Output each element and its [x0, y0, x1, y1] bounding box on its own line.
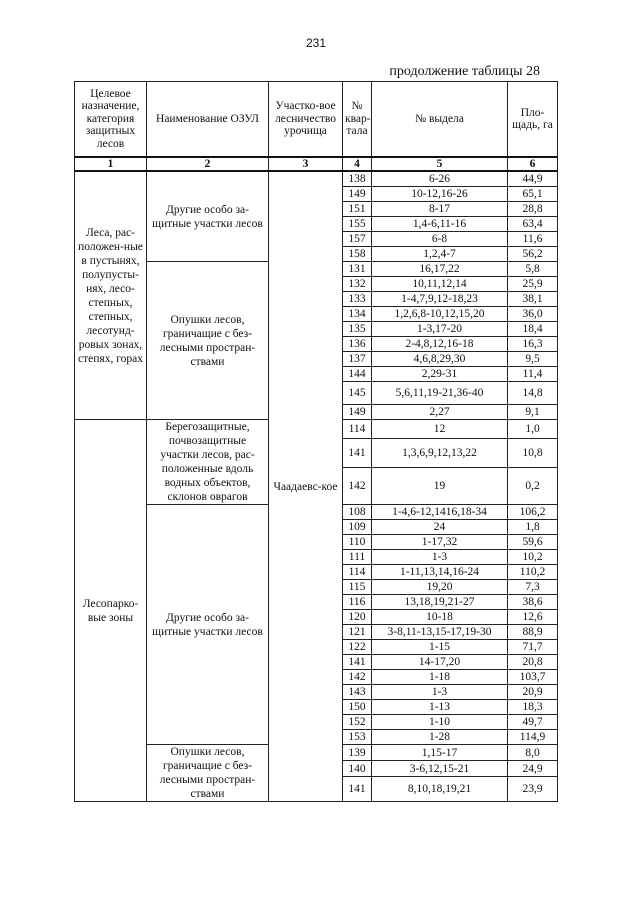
category-forest-zones: Леса, рас-положен-ные в пустынях, полупусты-нях, лесо-степных, степных, лесотунд-ровых зонах, степях, горах — [75, 171, 147, 420]
allotment-number-cell: 4,6,8,29,30 — [372, 352, 508, 367]
area-cell: 36,0 — [508, 307, 558, 322]
ozul-other-1: Другие особо за-щитные участки лесов — [147, 171, 269, 262]
allotment-number-cell: 24 — [372, 520, 508, 535]
allotment-number-cell: 2,29-31 — [372, 367, 508, 382]
column-number: 5 — [372, 157, 508, 171]
area-cell: 0,2 — [508, 467, 558, 505]
ozul-riverbank: Берегозащитные, почвозащитные участки лесов, рас-положенные вдоль водных объектов, склонов оврагов — [147, 420, 269, 505]
category-park-zones: Лесопарко-вые зоны — [75, 420, 147, 802]
header-area: Пло-щадь, га — [508, 82, 558, 158]
area-cell: 63,4 — [508, 217, 558, 232]
quarter-number-cell: 140 — [343, 761, 372, 777]
quarter-number-cell: 111 — [343, 550, 372, 565]
allotment-number-cell: 1-3,17-20 — [372, 322, 508, 337]
area-cell: 18,3 — [508, 700, 558, 715]
quarter-number-cell: 114 — [343, 565, 372, 580]
area-cell: 38,1 — [508, 292, 558, 307]
quarter-number-cell: 144 — [343, 367, 372, 382]
allotment-number-cell: 1-4,7,9,12-18,23 — [372, 292, 508, 307]
allotment-number-cell: 2,27 — [372, 405, 508, 420]
allotment-number-cell: 2-4,8,12,16-18 — [372, 337, 508, 352]
allotment-number-cell: 1-3 — [372, 550, 508, 565]
area-cell: 28,8 — [508, 202, 558, 217]
table-row — [75, 171, 558, 187]
allotment-number-cell: 6-26 — [372, 171, 508, 187]
quarter-number-cell: 143 — [343, 685, 372, 700]
allotment-number-cell: 1-4,6-12,1416,18-34 — [372, 505, 508, 520]
quarter-number-cell: 108 — [343, 505, 372, 520]
area-cell: 1,0 — [508, 420, 558, 439]
quarter-number-cell: 122 — [343, 640, 372, 655]
allotment-number-cell: 10-12,16-26 — [372, 187, 508, 202]
quarter-number-cell: 116 — [343, 595, 372, 610]
area-cell: 110,2 — [508, 565, 558, 580]
quarter-number-cell: 139 — [343, 745, 372, 761]
allotment-number-cell: 1-3 — [372, 685, 508, 700]
area-cell: 11,4 — [508, 367, 558, 382]
quarter-number-cell: 131 — [343, 262, 372, 277]
ozul-other-2: Другие особо за-щитные участки лесов — [147, 505, 269, 745]
quarter-number-cell: 109 — [343, 520, 372, 535]
allotment-number-cell: 6-8 — [372, 232, 508, 247]
area-cell: 44,9 — [508, 171, 558, 187]
quarter-number-cell: 150 — [343, 700, 372, 715]
area-cell: 20,9 — [508, 685, 558, 700]
district-name: Чаадаевс-кое — [269, 171, 343, 802]
quarter-number-cell: 134 — [343, 307, 372, 322]
area-cell: 20,8 — [508, 655, 558, 670]
allotment-number-cell: 8-17 — [372, 202, 508, 217]
allotment-number-cell: 19,20 — [372, 580, 508, 595]
quarter-number-cell: 149 — [343, 405, 372, 420]
ozul-edges-1: Опушки лесов, граничащие с без-лесными простран-ствами — [147, 262, 269, 420]
allotment-number-cell: 8,10,18,19,21 — [372, 777, 508, 802]
allotment-number-cell: 14-17,20 — [372, 655, 508, 670]
allotment-number-cell: 1,2,6,8-10,12,15,20 — [372, 307, 508, 322]
area-cell: 10,8 — [508, 438, 558, 467]
allotment-number-cell: 1,4-6,11-16 — [372, 217, 508, 232]
quarter-number-cell: 135 — [343, 322, 372, 337]
table-continuation-caption: продолжение таблицы 28 — [389, 64, 540, 79]
allotment-number-cell: 1-10 — [372, 715, 508, 730]
quarter-number-cell: 120 — [343, 610, 372, 625]
allotment-number-cell: 10-18 — [372, 610, 508, 625]
header-quarter-number: № квар-тала — [343, 82, 372, 158]
column-number-row — [75, 157, 558, 171]
allotment-number-cell: 5,6,11,19-21,36-40 — [372, 382, 508, 405]
header-purpose-category: Целевое назначение, категория защитных лесов — [75, 82, 147, 158]
area-cell: 25,9 — [508, 277, 558, 292]
area-cell: 24,9 — [508, 761, 558, 777]
ozul-edges-2: Опушки лесов, граничащие с без-лесными простран-ствами — [147, 745, 269, 802]
column-number: 1 — [75, 157, 147, 171]
quarter-number-cell: 137 — [343, 352, 372, 367]
quarter-number-cell: 141 — [343, 438, 372, 467]
area-cell: 5,8 — [508, 262, 558, 277]
allotment-number-cell: 3-6,12,15-21 — [372, 761, 508, 777]
allotment-number-cell: 19 — [372, 467, 508, 505]
allotment-number-cell: 3-8,11-13,15-17,19-30 — [372, 625, 508, 640]
quarter-number-cell: 142 — [343, 670, 372, 685]
column-number: 4 — [343, 157, 372, 171]
quarter-number-cell: 110 — [343, 535, 372, 550]
area-cell: 16,3 — [508, 337, 558, 352]
area-cell: 10,2 — [508, 550, 558, 565]
quarter-number-cell: 138 — [343, 171, 372, 187]
area-cell: 14,8 — [508, 382, 558, 405]
quarter-number-cell: 141 — [343, 777, 372, 802]
quarter-number-cell: 153 — [343, 730, 372, 745]
forest-protection-table — [74, 81, 558, 802]
area-cell: 18,4 — [508, 322, 558, 337]
allotment-number-cell: 1-18 — [372, 670, 508, 685]
allotment-number-cell: 1-15 — [372, 640, 508, 655]
quarter-number-cell: 114 — [343, 420, 372, 439]
quarter-number-cell: 145 — [343, 382, 372, 405]
column-number: 3 — [269, 157, 343, 171]
area-cell: 9,5 — [508, 352, 558, 367]
allotment-number-cell: 13,18,19,21-27 — [372, 595, 508, 610]
quarter-number-cell: 115 — [343, 580, 372, 595]
quarter-number-cell: 136 — [343, 337, 372, 352]
allotment-number-cell: 1-11,13,14,16-24 — [372, 565, 508, 580]
area-cell: 1,8 — [508, 520, 558, 535]
area-cell: 59,6 — [508, 535, 558, 550]
allotment-number-cell: 1,2,4-7 — [372, 247, 508, 262]
area-cell: 114,9 — [508, 730, 558, 745]
quarter-number-cell: 158 — [343, 247, 372, 262]
allotment-number-cell: 12 — [372, 420, 508, 439]
quarter-number-cell: 133 — [343, 292, 372, 307]
allotment-number-cell: 10,11,12,14 — [372, 277, 508, 292]
header-ozul-name: Наименование ОЗУЛ — [147, 82, 269, 158]
column-number: 6 — [508, 157, 558, 171]
area-cell: 56,2 — [508, 247, 558, 262]
area-cell: 106,2 — [508, 505, 558, 520]
area-cell: 12,6 — [508, 610, 558, 625]
allotment-number-cell: 1,15-17 — [372, 745, 508, 761]
column-number: 2 — [147, 157, 269, 171]
area-cell: 7,3 — [508, 580, 558, 595]
area-cell: 103,7 — [508, 670, 558, 685]
area-cell: 38,6 — [508, 595, 558, 610]
area-cell: 9,1 — [508, 405, 558, 420]
quarter-number-cell: 121 — [343, 625, 372, 640]
allotment-number-cell: 1-17,32 — [372, 535, 508, 550]
area-cell: 8,0 — [508, 745, 558, 761]
quarter-number-cell: 141 — [343, 655, 372, 670]
area-cell: 11,6 — [508, 232, 558, 247]
allotment-number-cell: 1-13 — [372, 700, 508, 715]
quarter-number-cell: 152 — [343, 715, 372, 730]
page-number: 231 — [305, 36, 327, 50]
header-district: Участко-вое лесничество урочища — [269, 82, 343, 158]
area-cell: 88,9 — [508, 625, 558, 640]
quarter-number-cell: 142 — [343, 467, 372, 505]
header-allotment-number: № выдела — [372, 82, 508, 158]
area-cell: 49,7 — [508, 715, 558, 730]
area-cell: 71,7 — [508, 640, 558, 655]
allotment-number-cell: 1-28 — [372, 730, 508, 745]
table-header-row — [75, 82, 558, 158]
area-cell: 65,1 — [508, 187, 558, 202]
quarter-number-cell: 157 — [343, 232, 372, 247]
area-cell: 23,9 — [508, 777, 558, 802]
quarter-number-cell: 155 — [343, 217, 372, 232]
quarter-number-cell: 132 — [343, 277, 372, 292]
allotment-number-cell: 16,17,22 — [372, 262, 508, 277]
quarter-number-cell: 151 — [343, 202, 372, 217]
quarter-number-cell: 149 — [343, 187, 372, 202]
table-body — [75, 171, 558, 802]
allotment-number-cell: 1,3,6,9,12,13,22 — [372, 438, 508, 467]
